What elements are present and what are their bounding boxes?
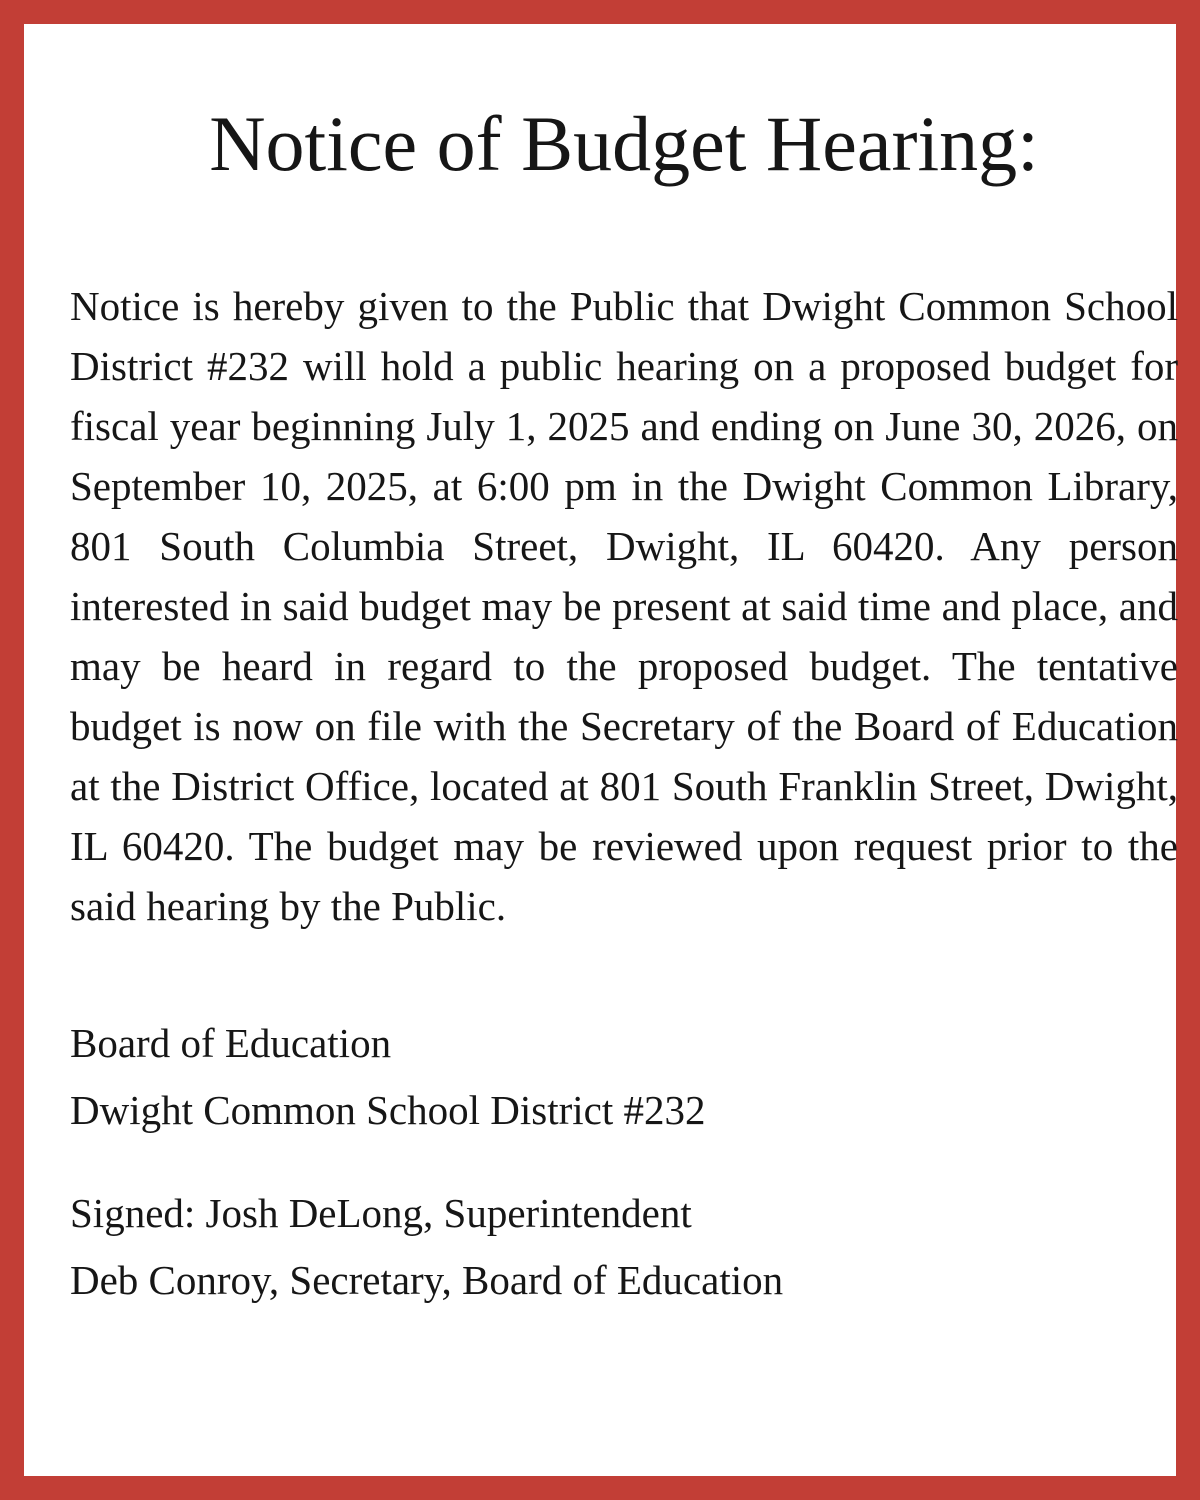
notice-content <box>70 94 1178 1314</box>
signature-superintendent: Signed: Josh DeLong, Superintendent <box>70 1190 692 1236</box>
issuer-district: Dwight Common School District #232 <box>70 1087 706 1133</box>
notice-title: Notice of Budget Hearing: <box>209 100 1039 187</box>
notice-body: Notice is hereby given to the Public that Dwight Common School District #232 will hold a public hearing on a proposed budget for fiscal year beginning July 1, 2025 and ending on June 30, 2026, on September 10, 2025, at 6:00 pm in the Dwight Common Library, 801 South Columbia Street, Dwight, IL 60420. Any person interested in said budget may be present at said time and place, and may be heard in regard to the proposed budget. The tentative budget is now on file with the Secretary of the Board of Education at the District Office, located at 801 South Franklin Street, Dwight, IL 60420. The budget may be reviewed upon request prior to the said hearing by the Public. <box>70 283 1178 929</box>
issuer-board: Board of Education <box>70 1020 392 1066</box>
signature-block <box>70 1180 1178 1314</box>
signature-secretary: Deb Conroy, Secretary, Board of Education <box>70 1257 784 1303</box>
issuer-block <box>70 1010 1178 1144</box>
